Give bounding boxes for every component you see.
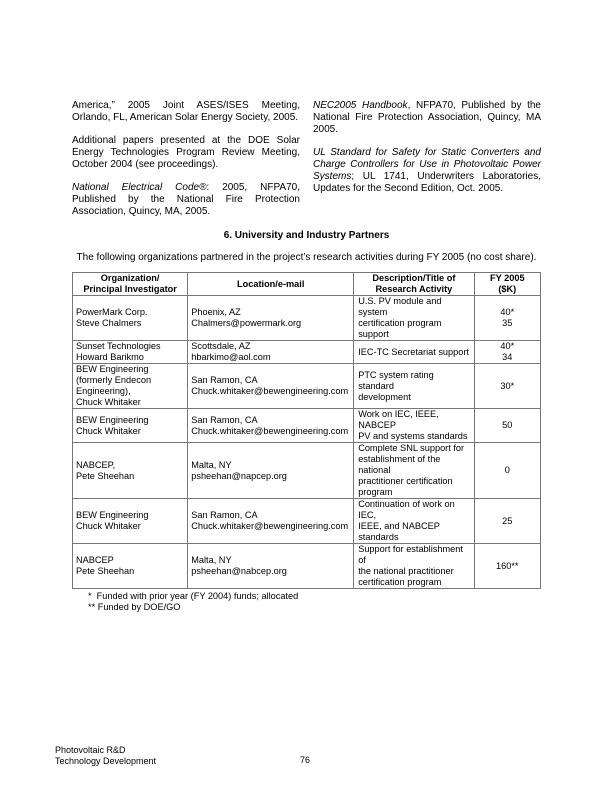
table-row [73, 409, 541, 443]
cell-line: (formerly Endecon [76, 375, 152, 385]
cell-line: San Ramon, CA [191, 414, 258, 425]
cell-line: Steve Chalmers [76, 318, 142, 328]
table-row [73, 499, 541, 544]
cell-line: 160** [496, 560, 519, 571]
table-row [73, 296, 541, 341]
left-column [72, 100, 300, 218]
table-body [73, 296, 541, 589]
cell-line: 34 [502, 352, 513, 362]
description-cell [354, 409, 474, 443]
table-header-row [73, 273, 541, 296]
org-cell [73, 341, 188, 364]
cell-line: Engineering), [76, 386, 131, 396]
section-heading: 6. University and Industry Partners [223, 230, 390, 241]
cell-line: certification program [358, 577, 442, 587]
cell-line: Chuck Whitaker [76, 397, 141, 407]
cell-line: psheehan@nabcep.org [191, 566, 287, 576]
right-column [313, 100, 541, 218]
cell-line: Chuck Whitaker [76, 425, 141, 436]
page-body [72, 100, 541, 613]
cell-line: Description/Title of [372, 273, 456, 283]
org-cell [73, 409, 188, 443]
cell-line: San Ramon, CA [191, 375, 258, 385]
description-cell [354, 296, 474, 341]
amount-cell [474, 296, 540, 341]
org-cell [73, 443, 188, 499]
column-header [188, 273, 354, 296]
location-cell [188, 499, 354, 544]
page-number: 76 [300, 755, 311, 765]
cell-line: Complete SNL support for [358, 443, 465, 453]
cell-line: Malta, NY [191, 459, 232, 470]
location-cell [188, 341, 354, 364]
cell-line: 35 [502, 318, 513, 328]
table-row [73, 341, 541, 364]
cell-line: BEW Engineering [76, 510, 149, 520]
description-cell [354, 341, 474, 364]
cell-line: PTC system rating standard [358, 369, 434, 391]
page-footer [55, 745, 156, 766]
footer-line: Technology Development [55, 755, 157, 766]
amount-cell [474, 364, 540, 409]
reference: America,” 2005 Joint ASES/ISES Meeting, Orlando, FL, American Solar Energy Society, 2005. [72, 100, 300, 123]
cell-line: Scottsdale, AZ [191, 341, 251, 351]
cell-line: practitioner certification [358, 476, 453, 486]
cell-line: Malta, NY [191, 555, 232, 565]
cell-line: hbarkimo@aol.com [191, 352, 271, 362]
cell-line: program [358, 487, 393, 497]
cell-line: 25 [502, 515, 513, 526]
cell-line: Support for establishment of [358, 544, 463, 565]
table-row [73, 544, 541, 589]
reference-text: ; UL 1741, Underwriters Laboratories, Updates for the Second Edition, Oct. 2005. [313, 171, 541, 194]
cell-line: 40* [500, 307, 515, 317]
column-header [354, 273, 474, 296]
cell-line: U.S. PV module and system [358, 296, 442, 317]
table-row [73, 443, 541, 499]
cell-line: 30* [500, 380, 515, 391]
reference [313, 100, 541, 136]
amount-cell [474, 341, 540, 364]
cell-line: San Ramon, CA [191, 510, 258, 520]
location-cell [188, 364, 354, 409]
cell-line: certification program support [358, 318, 442, 339]
cell-line: BEW Engineering [76, 414, 149, 425]
table-row [73, 364, 541, 409]
org-cell [73, 499, 188, 544]
partners-table [72, 272, 541, 589]
reference-columns [72, 100, 541, 218]
cell-line: Continuation of work on IEC, [358, 499, 455, 520]
reference-title: UL Standard for Safety for Static Converters and Charge Controllers for Use in Photovoltaic Power Systems [313, 147, 541, 182]
cell-line: psheehan@napcep.org [191, 470, 287, 481]
cell-line: Research Activity [375, 284, 453, 294]
table-notes [72, 591, 541, 613]
amount-cell [474, 499, 540, 544]
description-cell [354, 364, 474, 409]
cell-line: Organization/ [100, 273, 160, 283]
cell-line: BEW Engineering [76, 364, 149, 374]
cell-line: the national practitioner [358, 566, 454, 576]
cell-line: PowerMark Corp. [76, 307, 148, 317]
location-cell [188, 443, 354, 499]
column-header [474, 273, 540, 296]
cell-line: Chuck.whitaker@bewengineering.com [191, 521, 349, 531]
cell-line: Chuck.whitaker@bewengineering.com [191, 386, 349, 396]
location-cell [188, 544, 354, 589]
org-cell [73, 296, 188, 341]
description-cell [354, 443, 474, 499]
reference-text: : 2005, NFPA70, Published by the National Fire Protection Association, Quincy, MA, 2005. [72, 182, 300, 217]
cell-line: Chuck Whitaker [76, 521, 141, 531]
cell-line: Principal Investigator [83, 284, 177, 294]
reference: Additional papers presented at the DOE Solar Energy Technologies Program Review Meeting, October 2004 (see proceedings). [72, 135, 300, 170]
cell-line: NABCEP [76, 555, 114, 565]
intro-text: The following organizations partnered in the project’s research activities during FY 2005 (no cost share). [76, 252, 537, 263]
amount-cell [474, 409, 540, 443]
cell-line: 0 [504, 465, 510, 475]
amount-cell [474, 443, 540, 499]
footer-line: Photovoltaic R&D [55, 745, 126, 755]
cell-line: development [358, 391, 411, 402]
cell-line: FY 2005 [489, 273, 525, 283]
footnote: ** Funded by DOE/GO [88, 602, 181, 612]
cell-line: IEC-TC Secretariat support [358, 346, 469, 357]
description-cell [354, 499, 474, 544]
location-cell [188, 409, 354, 443]
column-header [73, 273, 188, 296]
cell-line: ($K) [498, 284, 517, 294]
cell-line: NABCEP, [76, 459, 116, 470]
cell-line: 50 [502, 420, 513, 430]
cell-line: IEEE, and NABCEP standards [358, 521, 440, 542]
reference [72, 182, 300, 218]
reference [313, 147, 541, 195]
cell-line: PV and systems standards [358, 431, 468, 441]
org-cell [73, 364, 188, 409]
cell-line: Chuck.whitaker@bewengineering.com [191, 425, 349, 436]
reference-title: National Electrical Code® [72, 182, 207, 193]
cell-line: Chalmers@powermark.org [191, 318, 302, 328]
amount-cell [474, 544, 540, 589]
cell-line: Work on IEC, IEEE, NABCEP [358, 409, 439, 430]
cell-line: Phoenix, AZ [191, 307, 241, 317]
cell-line: Pete Sheehan [76, 566, 135, 576]
reference-text: , NFPA70, Published by the National Fire Protection Association, Quincy, MA 2005. [313, 100, 541, 135]
cell-line: 40* [500, 341, 515, 351]
cell-line: Location/e-mail [237, 278, 305, 289]
cell-line: Pete Sheehan [76, 470, 135, 481]
cell-line: establishment of the national [358, 454, 441, 475]
cell-line: Howard Barikmo [76, 352, 144, 362]
cell-line: Sunset Technologies [76, 341, 161, 351]
footnote: * Funded with prior year (FY 2004) funds; allocated [88, 591, 299, 601]
description-cell [354, 544, 474, 589]
reference-title: NEC2005 Handbook [313, 100, 408, 111]
location-cell [188, 296, 354, 341]
org-cell [73, 544, 188, 589]
